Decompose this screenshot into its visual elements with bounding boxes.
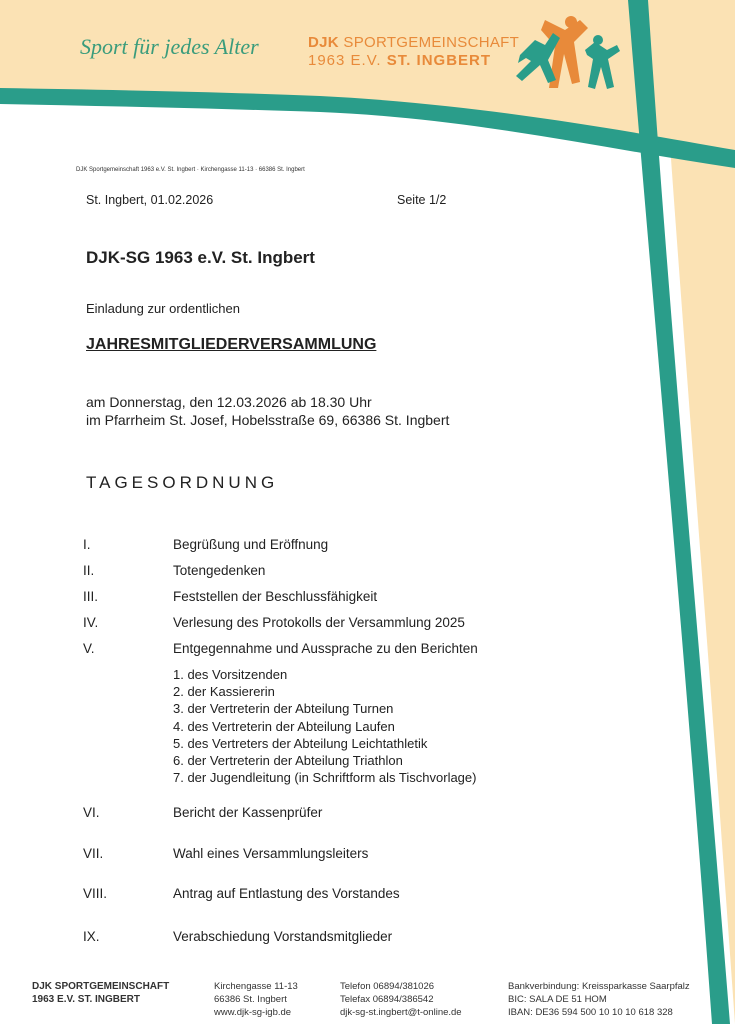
footer-bank-name: Bankverbindung: Kreissparkasse Saarpfalz — [508, 981, 690, 992]
meeting-title: JAHRESMITGLIEDERVERSAMMLUNG — [86, 336, 377, 353]
letter-date: St. Ingbert, 01.02.2026 — [86, 193, 214, 207]
agenda-item: Bericht der Kassenprüfer — [173, 805, 323, 820]
footer-address — [214, 980, 298, 1019]
brand-town: ST. INGBERT — [386, 52, 492, 69]
report-item: 4. des Vertreterin der Abteilung Laufen — [173, 719, 395, 734]
agenda-num: IV. — [83, 615, 99, 630]
agenda-item: Wahl eines Versammlungsleiters — [173, 846, 369, 861]
agenda-num: V. — [83, 641, 95, 656]
agenda-num: II. — [83, 563, 95, 578]
agenda-num: IX. — [83, 929, 100, 944]
agenda-item: Entgegennahme und Aussprache zu den Berichten — [173, 641, 478, 656]
footer-bic: BIC: SALA DE 51 HOM — [508, 994, 607, 1005]
brand-line-2 — [308, 52, 491, 69]
agenda-num: I. — [83, 537, 91, 552]
brand-line-1 — [308, 34, 519, 51]
footer-fax: Telefax 06894/386542 — [340, 994, 434, 1005]
footer-org — [32, 980, 169, 1006]
organization-heading: DJK-SG 1963 e.V. St. Ingbert — [86, 248, 315, 267]
footer-city: 66386 St. Ingbert — [214, 994, 287, 1005]
footer-org-line1: DJK SPORTGEMEINSCHAFT — [32, 981, 170, 992]
footer-email[interactable]: djk-sg-st.ingbert@t-online.de — [340, 1007, 462, 1018]
footer-bank — [508, 980, 690, 1019]
brand-year: 1963 E.V. — [308, 52, 382, 69]
agenda-heading: TAGESORDNUNG — [86, 473, 279, 492]
agenda-item: Feststellen der Beschlussfähigkeit — [173, 589, 378, 604]
sender-line: DJK Sportgemeinschaft 1963 e.V. St. Ingbert · Kirchengasse 11-13 · 66386 St. Ingbert — [76, 167, 305, 173]
slogan: Sport für jedes Alter — [80, 34, 259, 59]
meeting-details — [86, 393, 449, 429]
agenda-item: Totengedenken — [173, 563, 266, 578]
report-item: 5. des Vertreters der Abteilung Leichtathletik — [173, 736, 428, 751]
footer-street: Kirchengasse 11-13 — [214, 981, 298, 992]
agenda-num: VII. — [83, 846, 104, 861]
invitation-text: Einladung zur ordentlichen — [86, 301, 240, 316]
footer-iban: IBAN: DE36 594 500 10 10 10 618 328 — [508, 1007, 673, 1018]
agenda-item: Antrag auf Entlastung des Vorstandes — [173, 886, 400, 901]
report-item: 1. des Vorsitzenden — [173, 667, 288, 682]
agenda-num: VI. — [83, 805, 100, 820]
agenda-item: Begrüßung und Eröffnung — [173, 537, 329, 552]
report-item: 2. der Kassiererin — [173, 684, 275, 699]
brand-djk: DJK — [308, 34, 339, 51]
agenda-num: VIII. — [83, 886, 108, 901]
agenda-item: Verlesung des Protokolls der Versammlung 2025 — [173, 615, 465, 630]
report-item: 7. der Jugendleitung (in Schriftform als Tischvorlage) — [173, 770, 477, 785]
report-item: 6. der Vertreterin der Abteilung Triathlon — [173, 753, 403, 768]
agenda-item: Verabschiedung Vorstandsmitglieder — [173, 929, 393, 944]
meeting-date: am Donnerstag, den 12.03.2026 ab 18.30 Uhr — [86, 394, 372, 410]
page-number: Seite 1/2 — [397, 193, 447, 207]
footer-website[interactable]: www.djk-sg-igb.de — [214, 1007, 292, 1018]
brand-sg: SPORTGEMEINSCHAFT — [343, 34, 520, 51]
footer-org-line2: 1963 E.V. ST. INGBERT — [32, 994, 141, 1005]
footer-contact — [340, 980, 462, 1019]
report-item: 3. der Vertreterin der Abteilung Turnen — [173, 701, 394, 716]
footer-phone: Telefon 06894/381026 — [340, 981, 435, 992]
meeting-location: im Pfarrheim St. Josef, Hobelsstraße 69, 66386 St. Ingbert — [86, 412, 450, 428]
agenda-num: III. — [83, 589, 99, 604]
